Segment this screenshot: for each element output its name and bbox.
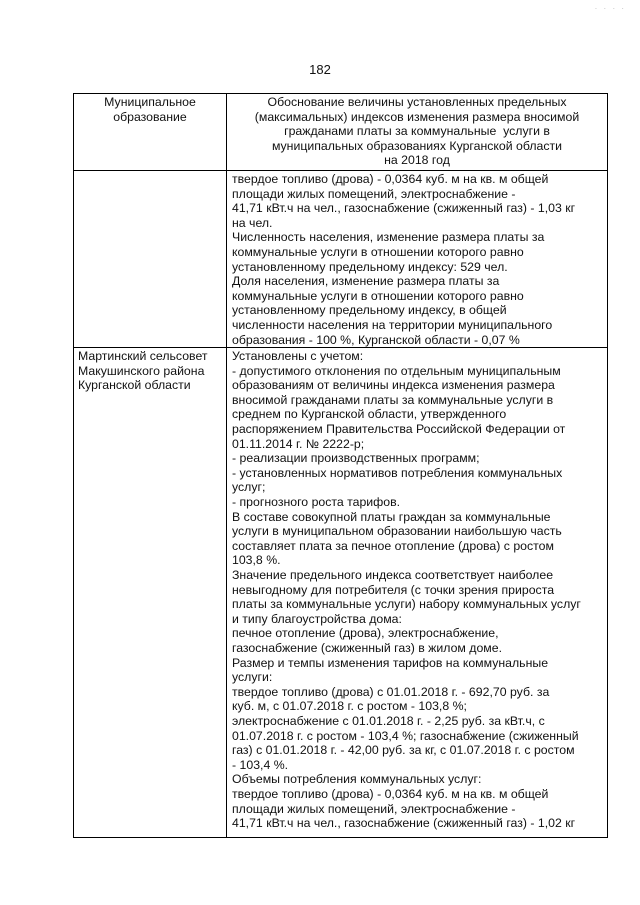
text-line: твердое топливо (дрова) с 01.01.2018 г. - 692,70 руб. за — [232, 684, 550, 699]
text-line: 41,71 кВт.ч на чел., газоснабжение (сжиженный газ) - 1,03 кг — [232, 201, 576, 216]
text-line: коммунальные услуги в отношении которого равно — [232, 288, 524, 303]
text-line: печное отопление (дрова), электроснабжение, — [232, 626, 499, 641]
table-header-row — [74, 94, 608, 171]
text-line: Значение предельного индекса соответствует наиболее — [232, 568, 554, 582]
text-line: - прогнозного роста тарифов. — [232, 495, 401, 510]
text-line: услуги: — [232, 670, 273, 685]
header-line: на 2018 год — [384, 153, 450, 168]
text-line: Установлены с учетом: — [232, 349, 364, 364]
text-line: на чел. — [232, 215, 273, 230]
text-line: - 103,4 %. — [232, 757, 289, 772]
header-line: образование — [113, 109, 187, 124]
text-line: образования - 100 %, Курганской области - 0,07 % — [232, 332, 520, 347]
text-line: куб. м, с 01.07.2018 г. с ростом - 103,8 %; — [232, 699, 467, 714]
text-line: - реализации производственных программ; — [232, 451, 480, 466]
table-row — [74, 348, 608, 838]
text-line: услуг; — [232, 480, 266, 495]
text-line: В составе совокупной платы граждан за коммунальные — [232, 509, 551, 524]
text-line: вносимой гражданами платы за коммунальные услуги в — [232, 392, 554, 407]
text-line: площади жилых помещений, электроснабжение - — [232, 801, 516, 816]
header-line: гражданами платы за коммунальные услуги в — [284, 124, 550, 139]
text-line: и типу благоустройства дома: — [232, 611, 402, 626]
text-line: твердое топливо (дрова) - 0,0364 куб. м на кв. м общей — [232, 786, 549, 801]
justification-cell — [227, 170, 608, 347]
text-line: Объемы потребления коммунальных услуг: — [232, 772, 482, 787]
text-line: численности населения на территории муниципального — [232, 317, 553, 332]
municipality-cell — [74, 348, 227, 838]
page-number: 182 — [309, 62, 331, 77]
text-line: образованиям от величины индекса изменения размера — [232, 378, 555, 393]
text-line: распоряжением Правительства Российской Федерации от — [232, 422, 566, 437]
text-line: Макушинского района — [78, 363, 205, 378]
text-line: 01.11.2014 г. № 2222-р; — [232, 436, 365, 451]
text-line: - допустимого отклонения по отдельным муниципальным — [232, 363, 561, 378]
text-line: платы за коммунальные услуги) набору коммунальных услуг — [232, 597, 581, 612]
text-line: 01.07.2018 г. с ростом - 103,4 %; газоснабжение (сжиженный — [232, 728, 579, 743]
text-line: 103,8 %. — [232, 553, 281, 568]
justification-cell — [227, 348, 608, 838]
text-line: установленному предельному индексу, в общей — [232, 303, 507, 318]
header-municipality — [74, 94, 227, 171]
text-line: электроснабжение с 01.01.2018 г. - 2,25 руб. за кВт.ч, с — [232, 713, 545, 728]
text-line: газ) с 01.01.2018 г. - 42,00 руб. за кг, с 01.07.2018 г. с ростом — [232, 743, 575, 758]
header-line: Муниципальное — [104, 95, 196, 109]
text-line: - установленных нормативов потребления коммунальных — [232, 465, 563, 480]
text-line: газоснабжение (сжиженный газ) в жилом доме. — [232, 640, 503, 655]
text-line: Доля населения, изменение размера платы за — [232, 274, 500, 289]
text-line: Мартинский сельсовет — [78, 349, 208, 364]
scan-corner-mark: · · · · — [594, 4, 626, 13]
text-line: среднем по Курганской области, утвержденного — [232, 407, 507, 422]
header-justification — [227, 94, 608, 171]
municipality-cell — [74, 170, 227, 347]
table-row — [74, 170, 608, 347]
text-line: Курганской области — [78, 378, 191, 393]
text-line: Численность населения, изменение размера платы за — [232, 230, 545, 245]
header-line: (максимальных) индексов изменения размера вносимой — [254, 109, 580, 124]
justification-table — [73, 93, 608, 838]
header-line: Обоснование величины установленных предельных — [267, 95, 567, 109]
text-line: 41,71 кВт.ч на чел., газоснабжение (сжиженный газ) - 1,02 кг — [232, 816, 576, 831]
text-line: коммунальные услуги в отношении которого равно — [232, 244, 524, 259]
text-line: площади жилых помещений, электроснабжение - — [232, 186, 516, 201]
text-line: твердое топливо (дрова) - 0,0364 куб. м на кв. м общей — [232, 171, 549, 186]
header-line: муниципальных образованиях Курганской области — [271, 138, 563, 153]
text-line: Размер и темпы изменения тарифов на коммунальные — [232, 655, 549, 670]
text-line: услуги в муниципальном образовании наибольшую часть — [232, 524, 562, 539]
text-line: установленному предельному индексу: 529 чел. — [232, 259, 508, 274]
text-line: составляет плата за печное отопление (дрова) с ростом — [232, 538, 554, 553]
text-line: невыгодному для потребителя (с точки зрения прироста — [232, 582, 555, 597]
